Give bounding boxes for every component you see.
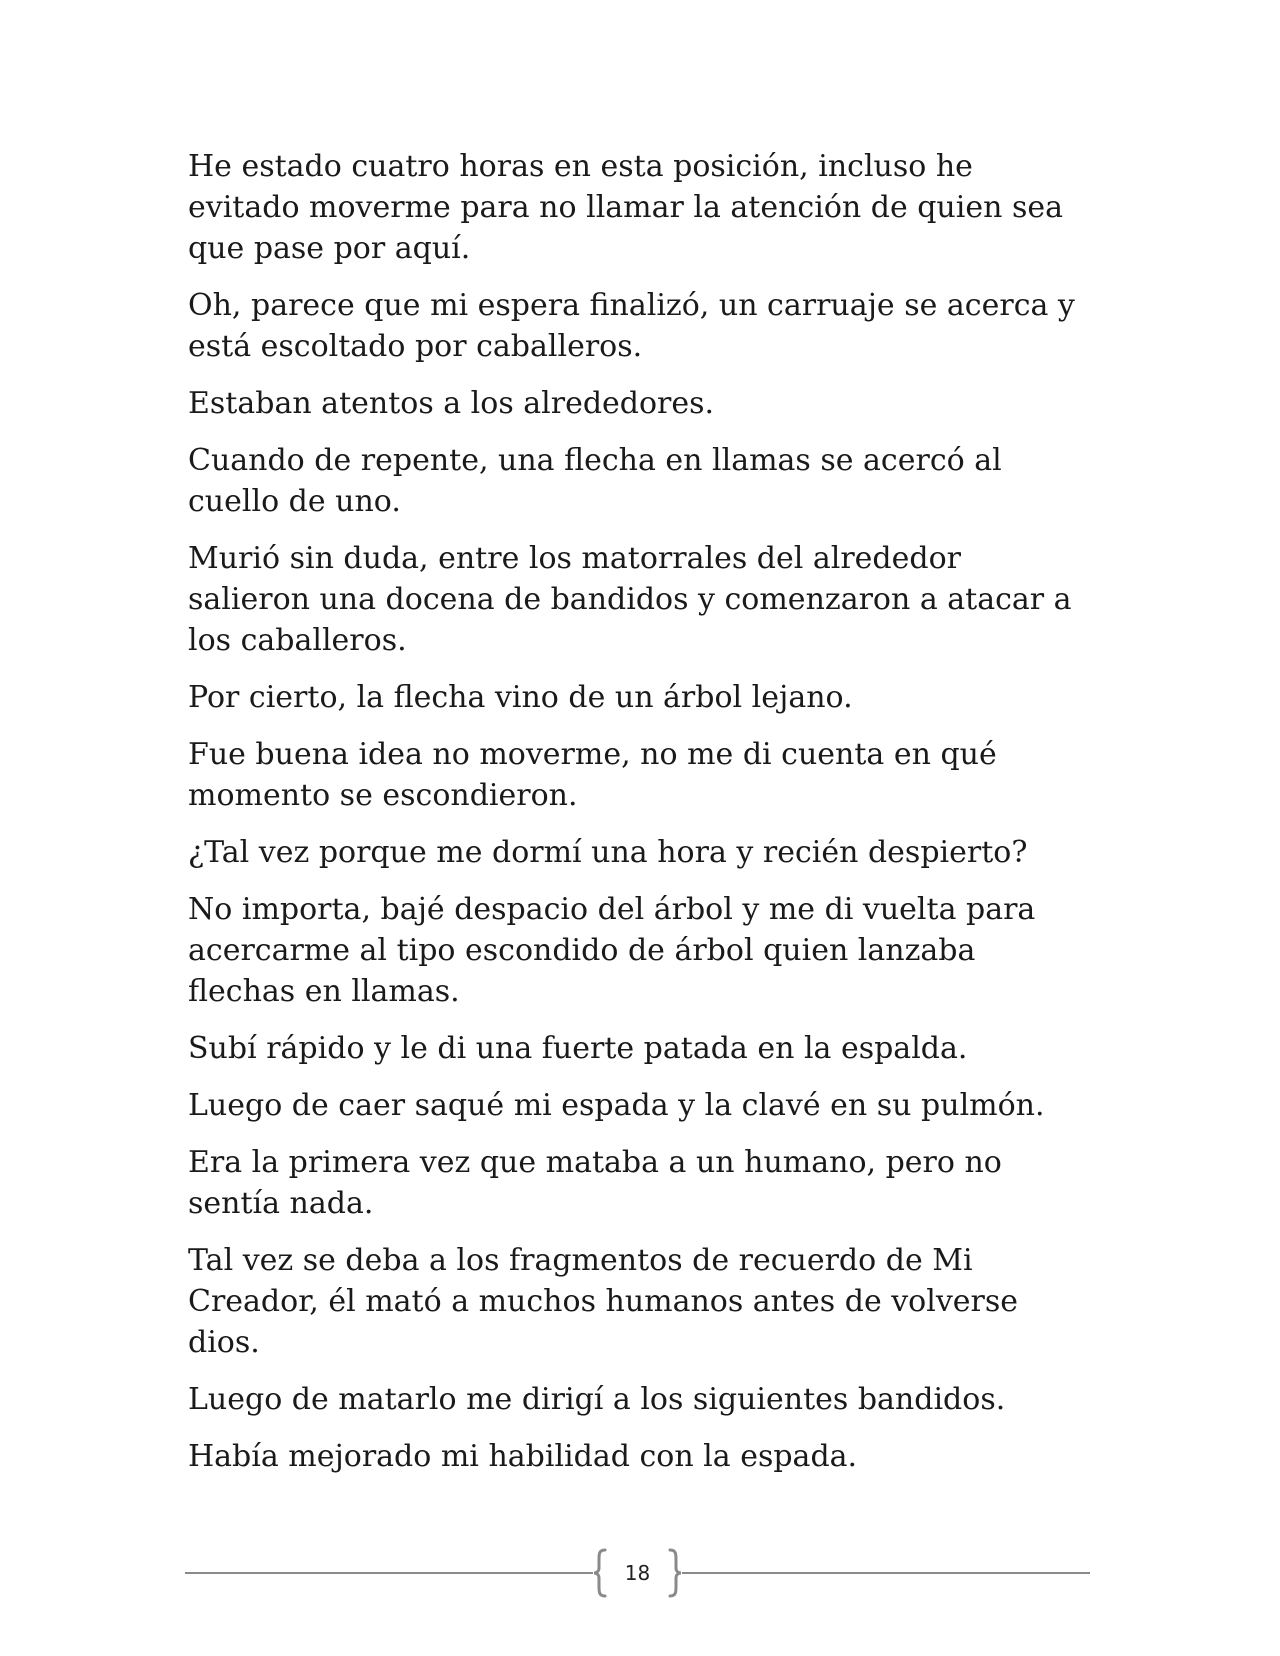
paragraph: Era la primera vez que mataba a un humano, pero no sentía nada. bbox=[188, 1145, 1002, 1221]
paragraph: No importa, bajé despacio del árbol y me di vuelta para acercarme al tipo escondido de árbol quien lanzaba flechas en llamas. bbox=[188, 892, 1036, 1009]
paragraph: Luego de matarlo me dirigí a los siguientes bandidos. bbox=[188, 1382, 1006, 1417]
footer-rule-right bbox=[682, 1572, 1090, 1574]
footer-rule-left bbox=[185, 1572, 593, 1574]
paragraph: Había mejorado mi habilidad con la espada. bbox=[188, 1439, 858, 1474]
paragraph: Estaban atentos a los alrededores. bbox=[188, 386, 715, 421]
paragraph: Murió sin duda, entre los matorrales del alrededor salieron una docena de bandidos y comenzaron a atacar a los caballeros. bbox=[188, 541, 1072, 658]
page-number: 18 bbox=[624, 1561, 651, 1585]
paragraph: Fue buena idea no moverme, no me di cuenta en qué momento se escondieron. bbox=[188, 737, 997, 813]
paragraph: Tal vez se deba a los fragmentos de recuerdo de Mi Creador, él mató a muchos humanos antes de volverse dios. bbox=[188, 1243, 1019, 1360]
paragraph: Subí rápido y le di una fuerte patada en la espalda. bbox=[188, 1031, 968, 1066]
paragraph: He estado cuatro horas en esta posición, incluso he evitado moverme para no llamar la atención de quien sea que pase por aquí. bbox=[188, 149, 1063, 266]
body-text bbox=[188, 146, 1088, 1493]
paragraph: Luego de caer saqué mi espada y la clavé en su pulmón. bbox=[188, 1088, 1045, 1123]
paragraph: ¿Tal vez porque me dormí una hora y recién despierto? bbox=[188, 835, 1028, 870]
paragraph: Por cierto, la flecha vino de un árbol lejano. bbox=[188, 680, 853, 715]
paragraph: Cuando de repente, una flecha en llamas se acercó al cuello de uno. bbox=[188, 443, 1002, 519]
page-footer bbox=[185, 1548, 1090, 1598]
paragraph: Oh, parece que mi espera finalizó, un carruaje se acerca y está escoltado por caballeros. bbox=[188, 288, 1075, 364]
right-brace-icon bbox=[668, 1548, 682, 1598]
left-brace-icon bbox=[593, 1548, 607, 1598]
